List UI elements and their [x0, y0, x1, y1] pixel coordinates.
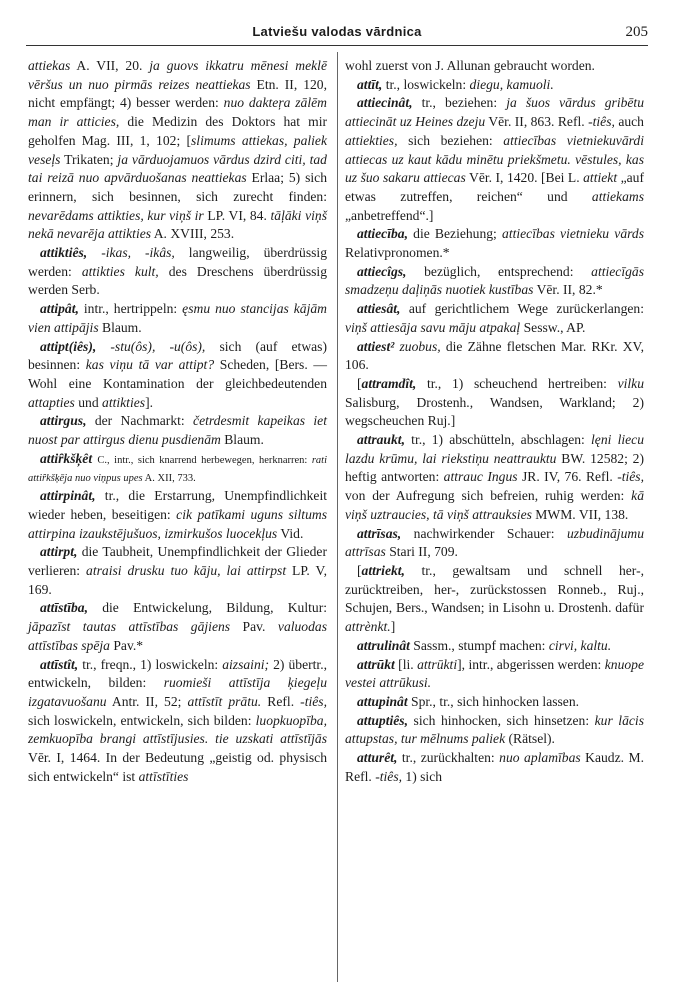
dictionary-entry: attīstība, die Entwickelung, Bildung, Kultur: jāpazīst tautas attīstības gājiens Pav. valuodas attīstības spēja Pav.* — [28, 600, 327, 653]
dictionary-entry: attupinât Spr., tr., sich hinhocken lassen. — [357, 693, 580, 709]
dictionary-entry: attiecîgs, bezüglich, entsprechend: attiecīgās smadzeņu daļiņās nuotiek kustības Vēr. II, 82.* — [345, 263, 644, 298]
running-title: Latviešu valodas vārdnica — [252, 24, 422, 39]
dictionary-entry: attirpinât, tr., die Erstarrung, Unempfindlichkeit wieder heben, beseitigen: cik patīkami uguns siltums attirpina izaukstējušuos, izmirkušos luocekļus Vid. — [28, 488, 327, 541]
dictionary-entry: attrīsas, nachwirkender Schauer: uzbudinājumu attrīsas Stari II, 709. — [345, 525, 644, 560]
dictionary-entry: wohl zuerst von J. Allunan gebraucht worden. — [345, 58, 595, 73]
page-number: 205 — [625, 24, 648, 40]
dictionary-entry: attiekas A. VII, 20. ja guovs ikkatru mēnesi meklē vēršus un nuo pirmās reizes neattiekas Etn. II, 120, nicht empfängt; 4) besser werden: nuo dakteŗa zālēm man ir atticies, die Medizin des Doktors hat mir geholfen Mag. III, 1, 102; [slimums attiekas, paliek veseļs Trikaten; ja vārduojamuos vārdus dzird citi, tad tai reizā nuo apvārduošanas neattiekas Erlaa; 5) sich erinnern, sich besinnen, sich zurecht finden: nevarēdams attikties, kur viņš ir LP. VI, 84. tāļāki viņš nekā nevarēja attikties A. XVIII, 253. — [28, 58, 327, 242]
dictionary-entry: attiesât, auf gerichtlichem Wege zurückerlangen: viņš attiesāja savu māju atpakaļ Sessw., AP. — [345, 301, 644, 335]
dictionary-entry: attipât, intr., hertrippeln: ęsmu nuo stancijas kājām vien attipājis Blaum. — [28, 301, 327, 335]
dictionary-entry: attiecība, die Beziehung; attiecības vietnieku vārds Relativpronomen.* — [345, 226, 644, 261]
dictionary-entry: attiktiês, -ikas, -ikâs, langweilig, überdrüssig werden: attikties kult, des Dreschens überdrüssig werden Serb. — [28, 245, 327, 298]
dictionary-entry: attrūkt [li. attrūkti], intr., abgerissen werden: knuope vestei attrūkusi. — [345, 656, 644, 691]
header-rule — [26, 45, 648, 46]
right-column — [345, 57, 644, 786]
dictionary-entry: attirgus, der Nachmarkt: četrdesmit kapeikas iet nuost par attirgus dienu pusdienām Blaum. — [28, 413, 327, 448]
column-divider — [337, 52, 338, 982]
dictionary-entry: attuptiês, sich hinhocken, sich hinsetzen: kur lācis attupstas, tur mēlnums paliek (Rätsel). — [345, 712, 644, 747]
dictionary-entry: attirpt, die Taubheit, Unempfindlichkeit der Glieder verlieren: atraisi drusku tuo kāju, lai attirpst LP. V, 169. — [28, 544, 327, 597]
dictionary-entry: attraukt, tr., 1) abschütteln, abschlagen: lęni liecu lazdu krūmu, lai riekstiņu neattrauktu BW. 12582; 2) heftig antworten: attrauc Ingus JR. IV, 76. Refl. -tiês, von der Aufregung sich befreien, ruhig werden: kā viņš uztraucies, tā viņš attrauksies MWM. VII, 138. — [345, 432, 645, 522]
dictionary-entry: attīstît, tr., freqn., 1) loswickeln: aizsaini; 2) übertr., entwickeln, bilden: ruomieši attīstīja ķiegeļu izgatavuošanu Antr. II, 52; attīstīt prātu. Refl. -tiês, sich loswickeln, entwickeln, sich bilden: luopkuopība, zemkuopība brangi attīstījusies. tie uzskati attīstījās Vēr. I, 1464. In der Bedeutung „geistig od. physisch sich entwickeln“ ist attīstīties — [28, 656, 328, 784]
dictionary-entry: [attriekt, tr., gewaltsam und schnell her-, zurücktreiben, her-, zurückstossen Ronneb., Ruj., Schujen, Bers., Wandsen; in Lisohn u. Drostenh. dafür attrènkt.] — [345, 562, 644, 635]
left-column — [28, 57, 327, 786]
dictionary-entry: attiecinât, tr., beziehen: ja šuos vārdus gribētu attiecināt uz Heines dzeju Vēr. II, 863. Refl. -tiês, auch attiekties, sich beziehen: attiecības vietniekuvārdi attiecas uz kaut kādu minētu priekšmetu. vēstules, kas uz šuo sakaru attiecas Vēr. I, 1420. [Bei L. attiekt „auf etwas zutreffen, reichen“ und attiekams „anbetreffend“.] — [345, 95, 644, 223]
dictionary-entry: attiest² zuobus, die Zähne fletschen Mar. RKr. XV, 106. — [345, 338, 644, 373]
dictionary-entry: attipt(iês), -stu(ôs), -u(ôs), sich (auf etwas) besinnen: kas viņu tā var attipt? Scheden, [Bers. — Wohl eine Kontamination der gleichbedeutenden attapties und attikties]. — [28, 338, 327, 410]
dictionary-entry: atturêt, tr., zurückhalten: nuo aplamības Kaudz. M. Refl. -tiês, 1) sich — [345, 750, 644, 784]
dictionary-entry: attīt, tr., loswickeln: diegu, kamuoli. — [357, 76, 554, 92]
dictionary-entry: attrulinât Sassm., stumpf machen: cirvi, kaltu. — [357, 637, 612, 653]
dictionary-entry: attiȓkšķêt C., intr., sich knarrend herbewegen, herknarren: rati attiȓkšķēja nuo viņpus upes A. XII, 733. — [28, 450, 328, 485]
dictionary-entry: [attramdît, tr., 1) scheuchend hertreiben: vilku Salisburg, Drostenh., Wandsen, Warkland; 2) wegscheuchen Ruj.] — [345, 375, 644, 429]
page-header — [26, 24, 648, 44]
